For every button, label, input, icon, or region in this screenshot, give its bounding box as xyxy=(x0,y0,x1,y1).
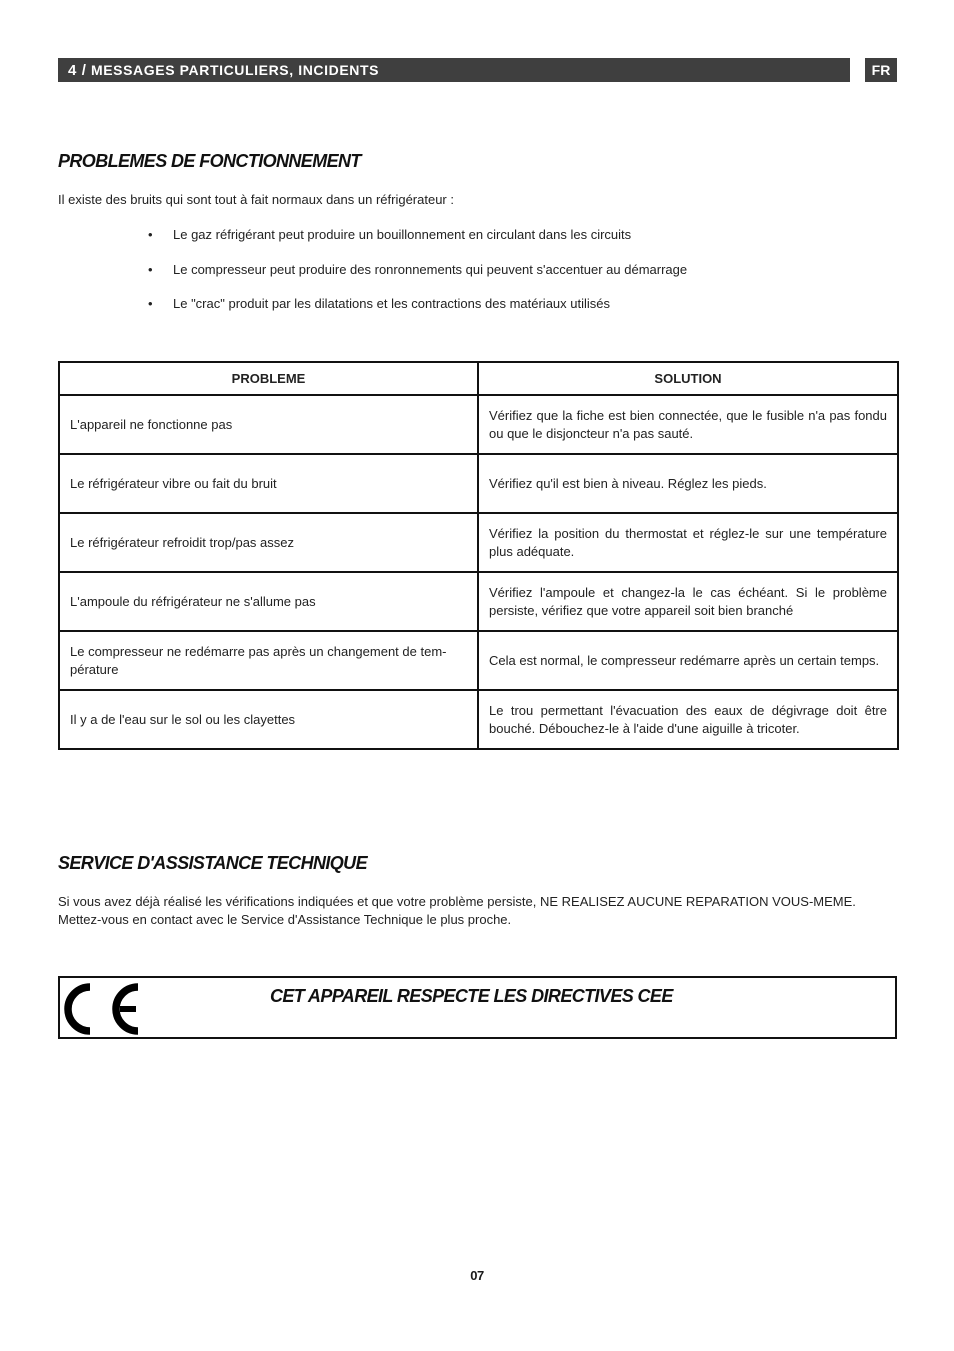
section-title: MESSAGES PARTICULIERS, INCIDENTS xyxy=(90,62,380,78)
table-row xyxy=(59,454,898,513)
section-header-bar xyxy=(58,58,850,82)
list-item xyxy=(148,295,687,330)
table-row xyxy=(59,513,898,572)
bullet-icon: • xyxy=(148,296,153,311)
page-number: 07 xyxy=(470,1268,484,1283)
list-item xyxy=(148,226,687,261)
problem-cell: Le réfrigérateur refroidit trop/pas assez xyxy=(59,513,478,572)
column-header-solution: SOLUTION xyxy=(478,362,898,395)
solution-cell: Le trou permettant l'évacuation des eaux de dégivrage doit être bouché. Débouchez-le à l'aide d'une aiguille à tricoter. xyxy=(478,690,898,749)
problems-heading: PROBLEMES DE FONCTIONNEMENT xyxy=(58,151,361,171)
section-number: 4 / xyxy=(68,62,87,79)
problem-cell: L'ampoule du réfrigérateur ne s'allume pas xyxy=(59,572,478,631)
table-row xyxy=(59,395,898,454)
problem-cell: L'appareil ne fonctionne pas xyxy=(59,395,478,454)
table-row xyxy=(59,572,898,631)
list-item-text: Le "crac" produit par les dilatations et les contractions des matériaux utilisés xyxy=(173,296,610,311)
problem-cell: Le compresseur ne redémarre pas après un changement de tem-pérature xyxy=(59,631,478,690)
column-header-problem: PROBLEME xyxy=(59,362,478,395)
normal-noises-list xyxy=(148,226,687,330)
list-item-text: Le gaz réfrigérant peut produire un bouillonnement en circulant dans les circuits xyxy=(173,227,632,242)
solution-cell: Cela est normal, le compresseur redémarre après un certain temps. xyxy=(478,631,898,690)
solution-cell: Vérifiez la position du thermostat et réglez-le sur une température plus adéquate. xyxy=(478,513,898,572)
problem-cell: Le réfrigérateur vibre ou fait du bruit xyxy=(59,454,478,513)
service-text: Si vous avez déjà réalisé les vérifications indiquées et que votre problème persiste, NE REALISEZ AUCUNE REPARATION VOUS-MEME. Mettez-vous en contact avec le Service d'Assistance Technique le plus proche. xyxy=(58,894,856,927)
solution-cell: Vérifiez l'ampoule et changez-la le cas échéant. Si le problème persiste, vérifiez que votre appareil soit bien branché xyxy=(478,572,898,631)
language-badge: FR xyxy=(865,58,897,82)
table-row xyxy=(59,690,898,749)
ce-compliance-text: CET APPAREIL RESPECTE LES DIRECTIVES CEE xyxy=(270,986,673,1006)
noise-intro-text: Il existe des bruits qui sont tout à fait normaux dans un réfrigérateur : xyxy=(58,192,454,207)
list-item xyxy=(148,261,687,296)
solution-cell: Vérifiez que la fiche est bien connectée, que le fusible n'a pas fondu ou que le disjoncteur n'a pas sauté. xyxy=(478,395,898,454)
list-item-text: Le compresseur peut produire des ronronnements qui peuvent s'accentuer au démarrage xyxy=(173,261,688,277)
bullet-icon: • xyxy=(148,227,153,242)
service-heading: SERVICE D'ASSISTANCE TECHNIQUE xyxy=(58,853,367,873)
table-row xyxy=(59,631,898,690)
problem-cell: Il y a de l'eau sur le sol ou les clayettes xyxy=(59,690,478,749)
troubleshooting-table xyxy=(58,361,899,750)
solution-cell: Vérifiez qu'il est bien à niveau. Réglez les pieds. xyxy=(478,454,898,513)
bullet-icon: • xyxy=(148,261,153,277)
ce-compliance-box xyxy=(58,976,897,1039)
ce-mark-icon xyxy=(60,981,142,1037)
table-header-row xyxy=(59,362,898,395)
